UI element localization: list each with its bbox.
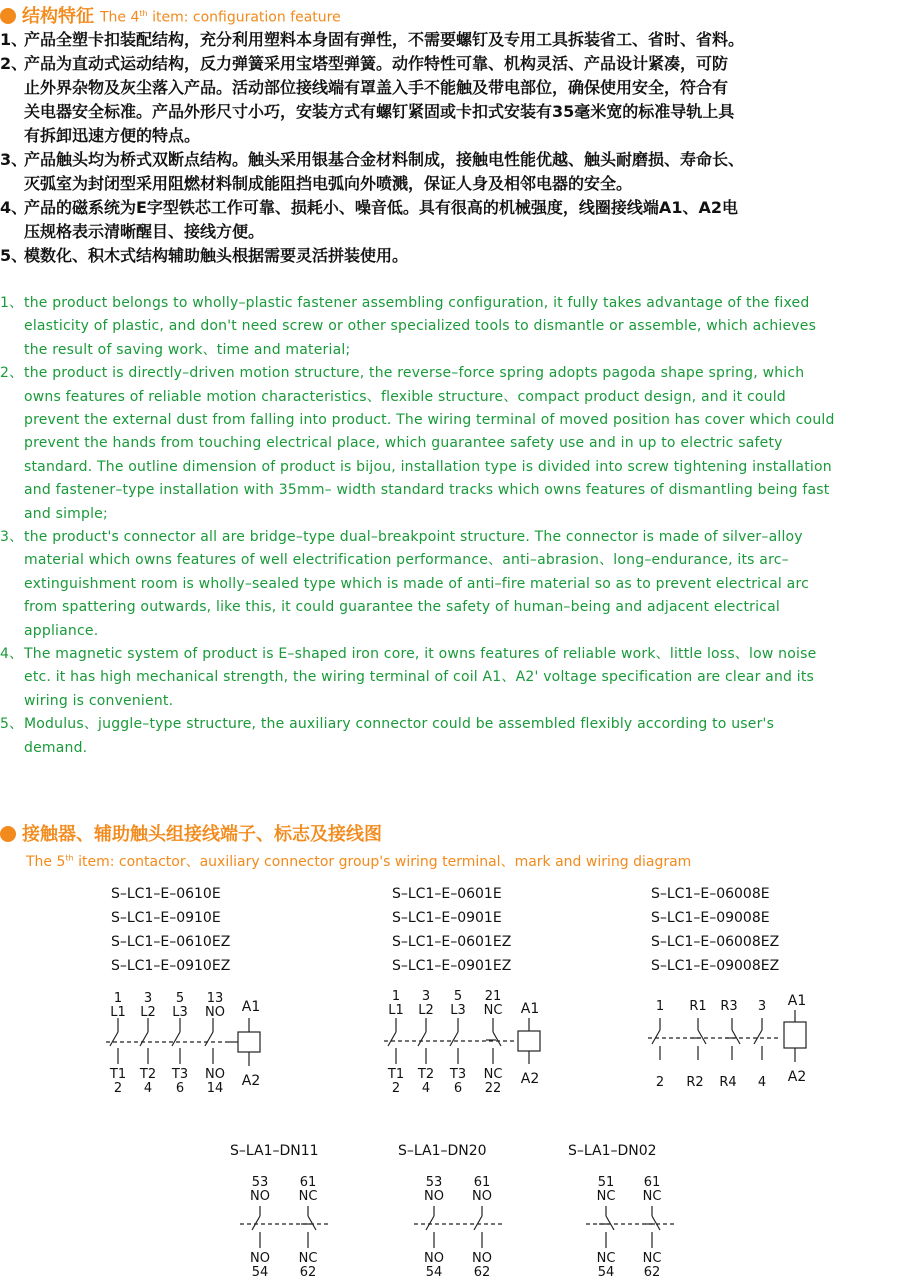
item-text: the product is directly–driven motion structure, the reverse–force spring adopts pagoda shape spring, which: [24, 365, 805, 382]
terminal-bottom: T2 4: [417, 1067, 435, 1096]
terminal-bottom: 4: [757, 1075, 767, 1090]
model-name: S–LC1–E–0601EZ: [392, 934, 512, 950]
terminal-bottom: NO 54: [250, 1251, 270, 1280]
item-number: 3、: [0, 150, 28, 169]
terminal-bottom: R4: [719, 1075, 737, 1090]
model-name: S–LC1–E–0910E: [111, 910, 221, 926]
en-feature-line: [0, 573, 900, 596]
cn-feature-line: [0, 28, 900, 52]
item-text: prevent the external dust from falling into product. The wiring terminal of moved position has cover which could: [24, 411, 835, 428]
bullet-dot-icon: [0, 8, 16, 24]
wiring-diagram-3: [640, 990, 830, 1100]
item-text: appliance.: [24, 622, 99, 639]
model-name: S–LC1–E–0610E: [111, 886, 221, 902]
item-text: Modulus、juggle–type structure, the auxiliary connector could be assembled flexibly according to user's: [24, 716, 775, 733]
model-name: S–LC1–E–06008EZ: [651, 934, 780, 950]
terminal-top: 13 NO: [205, 991, 225, 1020]
model-name: S–LC1–E–06008E: [651, 886, 770, 902]
terminal-top: 53 NO: [250, 1175, 270, 1204]
section4-title-en: The 4th item: configuration feature: [100, 9, 341, 26]
coil-a2-label: A2: [241, 1073, 261, 1089]
item-text: 压规格表示清晰醒目、接线方便。: [24, 222, 265, 241]
coil-a1-label: A1: [787, 993, 807, 1009]
terminal-bottom: NC 22: [483, 1067, 503, 1096]
terminal-top: 5 L3: [172, 991, 188, 1020]
en-feature-line: [0, 362, 900, 385]
terminal-top: 51 NC: [596, 1175, 616, 1204]
item-text: the product's connector all are bridge–type dual–breakpoint structure. The connector is made of silver–alloy: [24, 529, 803, 545]
wiring-diagram-1: [100, 990, 280, 1100]
en-feature-line: [0, 596, 900, 619]
section5-subtitle: The 5th item: contactor、auxiliary connector group's wiring terminal、mark and wiring diagram: [26, 853, 692, 870]
section5-title-cn: 接触器、辅助触头组接线端子、标志及接线图: [22, 824, 382, 845]
item-text: and simple;: [24, 505, 108, 522]
item-text: 止外界杂物及灰尘落入产品。活动部位接线端有罩盖入手不能触及带电部位，确保使用安全，符合有: [24, 78, 729, 97]
en-feature-item: [0, 526, 900, 643]
en-feature-line: [0, 456, 900, 479]
wiring-diagram-2: [378, 988, 558, 1098]
coil-a1-label: A1: [241, 999, 261, 1015]
terminal-bottom: T1 2: [387, 1067, 405, 1096]
contact-schematic-icon: [228, 1172, 348, 1280]
model-name: S–LC1–E–0610EZ: [111, 934, 231, 950]
en-feature-line: [0, 643, 900, 666]
aux-model-title: S–LA1–DN11: [230, 1143, 319, 1159]
aux-model-title: S–LA1–DN20: [398, 1143, 487, 1159]
coil-a2-label: A2: [787, 1069, 807, 1085]
terminal-top: 3: [757, 999, 767, 1014]
item-text: 产品为直动式运动结构，反力弹簧采用宝塔型弹簧。动作特性可靠、机构灵活、产品设计紧凑，可防: [24, 54, 729, 73]
terminal-bottom: T3 6: [449, 1067, 467, 1096]
en-feature-line: [0, 432, 900, 455]
en-feature-line: [0, 315, 900, 338]
item-number: 5、: [0, 716, 24, 733]
terminal-bottom: R2: [686, 1075, 704, 1090]
terminal-top: 5 L3: [450, 989, 466, 1018]
en-feature-line: [0, 503, 900, 526]
item-text: wiring is convenient.: [24, 692, 174, 709]
en-feature-line: [0, 620, 900, 643]
en-feature-item: [0, 643, 900, 713]
item-text: etc. it has high mechanical strength, the wiring terminal of coil A1、A2' voltage specification are clear and its: [24, 669, 815, 686]
cn-feature-item: [0, 52, 900, 148]
model-name: S–LC1–E–0901E: [392, 910, 502, 926]
item-number: 4、: [0, 646, 24, 662]
en-feature-item: [0, 292, 900, 362]
item-number: 1、: [0, 30, 28, 49]
aux-diagram-1: [228, 1172, 348, 1280]
item-number: 4、: [0, 198, 28, 217]
item-text: from spattering outwards, like this, it could guarantee the safety of human–being and adjacent electrical: [24, 599, 780, 616]
terminal-bottom: NC 54: [596, 1251, 616, 1280]
item-text: prevent the hands from touching electrical place, which guarantee safety use and in up to electric safety: [24, 435, 783, 452]
section5-heading: [0, 820, 388, 846]
cn-feature-line: [0, 124, 900, 148]
aux-diagram-2: [400, 1172, 520, 1280]
cn-feature-item: [0, 148, 900, 196]
model-name: S–LC1–E–09008EZ: [651, 958, 780, 974]
coil-a2-label: A2: [520, 1071, 540, 1087]
item-number: 1、: [0, 295, 24, 311]
cn-feature-line: [0, 196, 900, 220]
cn-feature-line: [0, 220, 900, 244]
bullet-dot-icon: [0, 826, 16, 842]
item-number: 3、: [0, 529, 24, 545]
terminal-bottom: NO 62: [472, 1251, 492, 1280]
terminal-top: 3 L2: [140, 991, 156, 1020]
item-text: elasticity of plastic, and don't need screw or other specialized tools to dismantle or assemble, which achieves: [24, 318, 817, 335]
terminal-bottom: NC 62: [298, 1251, 318, 1280]
terminal-top: 3 L2: [418, 989, 434, 1018]
model-list-1: [111, 882, 230, 978]
item-text: 有拆卸迅速方便的特点。: [24, 126, 201, 145]
terminal-top: 1: [655, 999, 665, 1014]
terminal-top: 61 NO: [472, 1175, 492, 1204]
item-text: 产品全塑卡扣装配结构，充分利用塑料本身固有弹性，不需要螺钉及专用工具拆装省工、省时、省料。: [24, 30, 745, 49]
model-name: S–LC1–E–09008E: [651, 910, 770, 926]
cn-feature-line: [0, 76, 900, 100]
en-feature-line: [0, 292, 900, 315]
section4-heading: [0, 2, 341, 28]
en-feature-line: [0, 386, 900, 409]
terminal-bottom: NO 54: [424, 1251, 444, 1280]
cn-feature-line: [0, 52, 900, 76]
terminal-top: 21 NC: [483, 989, 503, 1018]
en-feature-line: [0, 409, 900, 432]
item-text: 产品触头均为桥式双断点结构。触头采用银基合金材料制成，接触电性能优越、触头耐磨损、寿命长、: [24, 150, 745, 169]
en-feature-item: [0, 713, 900, 760]
item-text: 产品的磁系统为E字型铁芯工作可靠、损耗小、噪音低。具有很高的机械强度，线圈接线端A1、A2电: [24, 198, 738, 217]
item-text: the product belongs to wholly–plastic fastener assembling configuration, it fully takes advantage of the fixed: [24, 295, 810, 311]
cn-feature-item: [0, 244, 900, 268]
en-feature-line: [0, 479, 900, 502]
terminal-bottom: NO 14: [205, 1067, 225, 1096]
cn-feature-line: [0, 148, 900, 172]
model-name: S–LC1–E–0910EZ: [111, 958, 231, 974]
terminal-top: 61 NC: [642, 1175, 662, 1204]
item-text: 灭弧室为封闭型采用阻燃材料制成能阻挡电弧向外喷溅，保证人身及相邻电器的安全。: [24, 174, 633, 193]
coil-a1-label: A1: [520, 1001, 540, 1017]
item-text: owns features of reliable motion characteristics、flexible structure、compact product design, and it could: [24, 388, 786, 405]
item-text: the result of saving work、time and material;: [24, 341, 351, 358]
item-number: 2、: [0, 365, 24, 382]
model-list-2: [392, 882, 511, 978]
terminal-bottom: T2 4: [139, 1067, 157, 1096]
terminal-top: R1: [689, 999, 707, 1014]
item-number: 2、: [0, 54, 28, 73]
contact-schematic-icon: [572, 1172, 692, 1280]
terminal-bottom: NC 62: [642, 1251, 662, 1280]
en-feature-line: [0, 339, 900, 362]
terminal-top: R3: [720, 999, 738, 1014]
item-text: and fastener–type installation with 35mm– width standard tracks which owns features of dismantling being fast: [24, 482, 830, 499]
terminal-bottom: T3 6: [171, 1067, 189, 1096]
item-text: 模数化、积木式结构辅助触头根据需要灵活拼装使用。: [24, 246, 409, 265]
model-list-3: [651, 882, 779, 978]
item-number: 5、: [0, 246, 28, 265]
item-text: material which owns features of well electrification performance、anti–abrasion、long–endurance, its arc–: [24, 552, 789, 569]
en-feature-line: [0, 549, 900, 572]
item-text: standard. The outline dimension of product is bijou, installation type is divided into screw tightening installation: [24, 458, 832, 475]
aux-model-title: S–LA1–DN02: [568, 1143, 657, 1159]
contact-schematic-icon: [400, 1172, 520, 1280]
cn-feature-line: [0, 244, 900, 268]
en-feature-line: [0, 526, 900, 549]
section4-title-cn: 结构特征: [22, 6, 94, 27]
model-name: S–LC1–E–0901EZ: [392, 958, 512, 974]
terminal-bottom: 2: [655, 1075, 665, 1090]
model-name: S–LC1–E–0601E: [392, 886, 502, 902]
terminal-top: 61 NC: [298, 1175, 318, 1204]
en-feature-line: [0, 713, 900, 736]
cn-feature-item: [0, 196, 900, 244]
cn-feature-line: [0, 100, 900, 124]
terminal-top: 53 NO: [424, 1175, 444, 1204]
terminal-top: 1 L1: [110, 991, 126, 1020]
aux-diagram-3: [572, 1172, 692, 1280]
item-text: The magnetic system of product is E–shaped iron core, it owns features of reliable work、little loss、low noise: [24, 646, 817, 662]
en-feature-item: [0, 362, 900, 526]
terminal-bottom: T1 2: [109, 1067, 127, 1096]
cn-feature-item: [0, 28, 900, 52]
item-text: extinguishment room is wholly–sealed type which is made of anti–fire material so as to prevent electrical arc: [24, 575, 809, 592]
terminal-top: 1 L1: [388, 989, 404, 1018]
en-feature-line: [0, 690, 900, 713]
item-text: 关电器安全标准。产品外形尺寸小巧，安装方式有螺钉紧固或卡扣式安装有35毫米宽的标准导轨上具: [24, 102, 735, 121]
item-text: demand.: [24, 739, 88, 756]
en-feature-line: [0, 666, 900, 689]
en-feature-line: [0, 737, 900, 760]
cn-feature-line: [0, 172, 900, 196]
